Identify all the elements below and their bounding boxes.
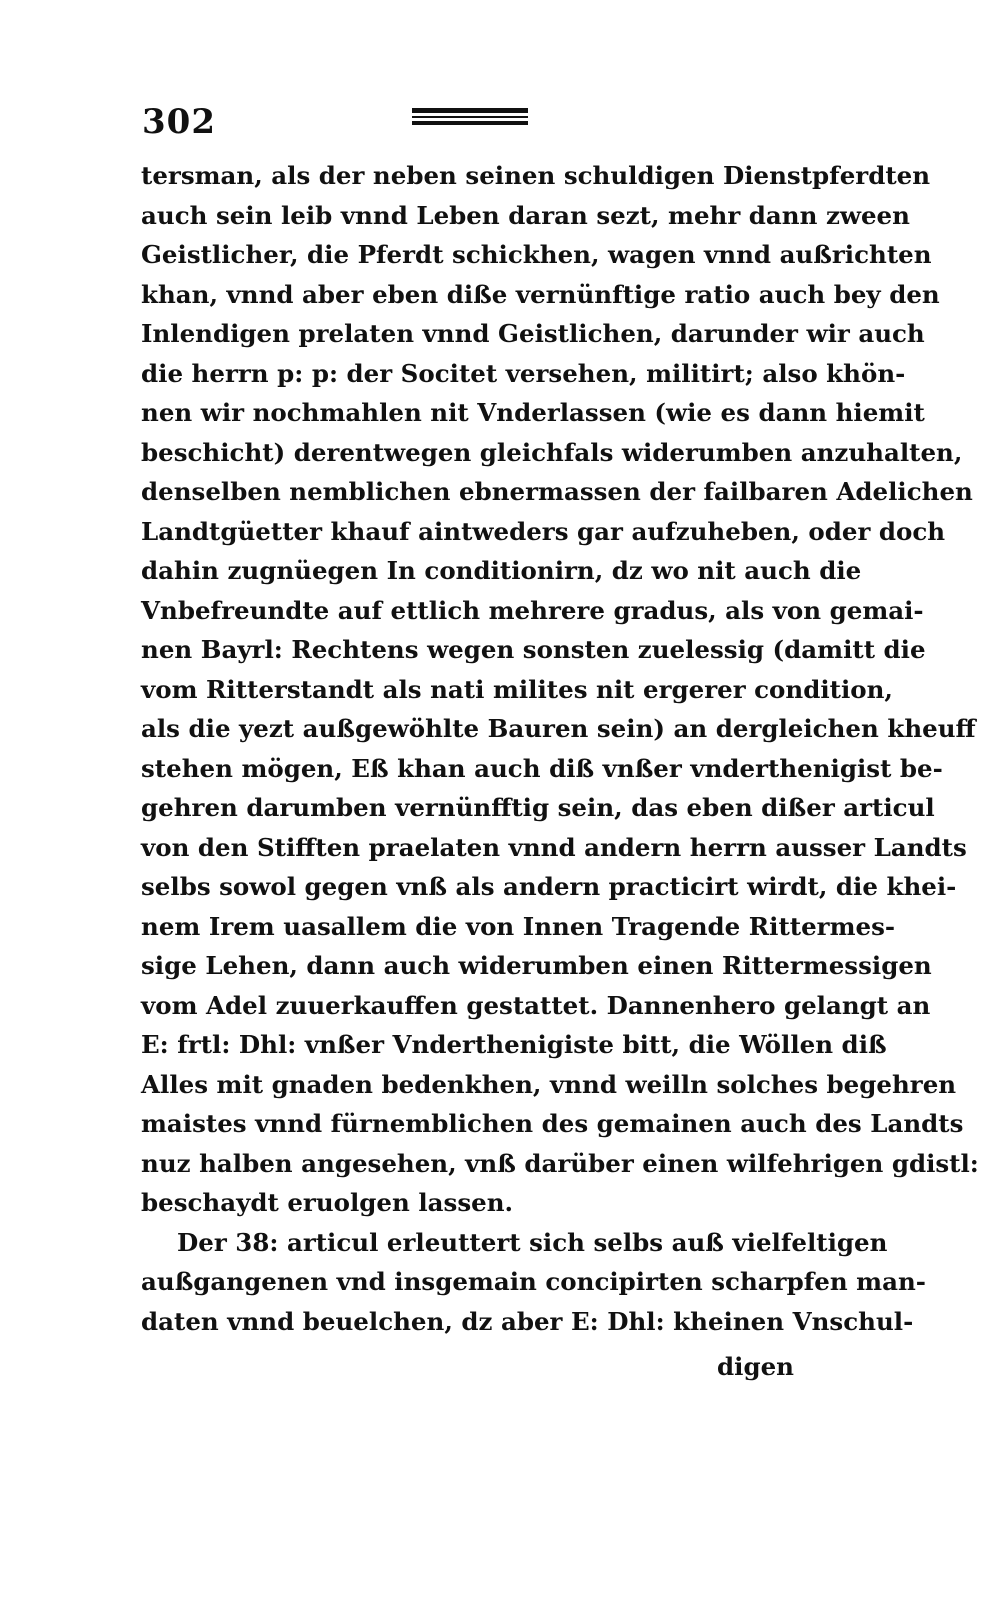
- text-line: maistes vnnd fürnemblichen des gemainen auch des Landts: [141, 1109, 964, 1138]
- text-line: khan, vnnd aber eben diße vernünftige ratio auch bey den: [141, 279, 940, 309]
- text-line: denselben nemblichen ebnermassen der failbaren Adelichen: [141, 477, 973, 506]
- text-line: nem Irem uasallem die von Innen Tragende Rittermes-: [141, 911, 896, 941]
- text-line: nen wir nochmahlen nit Vnderlassen (wie es dann hiemit: [141, 398, 925, 427]
- text-line: Alles mit gnaden bedenkhen, vnnd weilln solches begehren: [141, 1069, 957, 1099]
- text-line: beschicht) derentwegen gleichfals widerumben anzuhalten,: [141, 437, 963, 467]
- text-line: vom Adel zuuerkauffen gestattet. Dannenhero gelangt an: [141, 990, 931, 1020]
- text-line: Inlendigen prelaten vnnd Geistlichen, darunder wir auch: [141, 319, 925, 348]
- text-line: Vnbefreundte auf ettlich mehrere gradus, als von gemai-: [141, 595, 924, 625]
- text-line: gehren darumben vernünfftig sein, das eben dißer articul: [141, 793, 935, 822]
- text-line: Landtgüetter khauf aintweders gar aufzuheben, oder doch: [141, 516, 946, 546]
- text-line: tersman, als der neben seinen schuldigen Dienstpferdten: [141, 161, 931, 190]
- paragraph-end-line: beschaydt eruolgen lassen.: [141, 1188, 514, 1217]
- catchword: digen: [717, 1352, 794, 1381]
- text-line: außgangenen vnd insgemain concipirten scharpfen man-: [141, 1267, 926, 1296]
- text-line: vom Ritterstandt als nati milites nit ergerer condition,: [141, 674, 893, 704]
- text-line: dahin zugnüegen In conditionirn, dz wo nit auch die: [141, 556, 862, 585]
- text-line: nen Bayrl: Rechtens wegen sonsten zuelessig (damitt die: [141, 635, 926, 664]
- text-line: selbs sowol gegen vnß als andern practicirt wirdt, die khei-: [141, 872, 957, 901]
- paragraph-start-line: Der 38: articul erleuttert sich selbs auß vielfeltigen: [177, 1227, 888, 1257]
- text-line: daten vnnd beuelchen, dz aber E: Dhl: kheinen Vnschul-: [141, 1306, 914, 1336]
- header-rule: [412, 108, 528, 128]
- text-line: stehen mögen, Eß khan auch diß vnßer vnderthenigist be-: [141, 753, 943, 783]
- text-line: die herrn p: p: der Socitet versehen, militirt; also khön-: [141, 358, 906, 388]
- page-number: 302: [142, 102, 216, 142]
- text-line: als die yezt außgewöhlte Bauren sein) an dergleichen kheuff: [141, 714, 976, 743]
- body-text: [141, 156, 979, 1341]
- text-line: sige Lehen, dann auch widerumben einen Rittermessigen: [141, 951, 932, 980]
- text-line: auch sein leib vnnd Leben daran sezt, mehr dann zween: [141, 200, 910, 230]
- text-line: E: frtl: Dhl: vnßer Vnderthenigiste bitt, die Wöllen diß: [141, 1030, 887, 1059]
- text-line: nuz halben angesehen, vnß darüber einen wilfehrigen gdistl:: [141, 1148, 979, 1178]
- text-line: Geistlicher, die Pferdt schickhen, wagen vnnd außrichten: [141, 240, 932, 269]
- text-line: von den Stifften praelaten vnnd andern herrn ausser Landts: [141, 832, 967, 862]
